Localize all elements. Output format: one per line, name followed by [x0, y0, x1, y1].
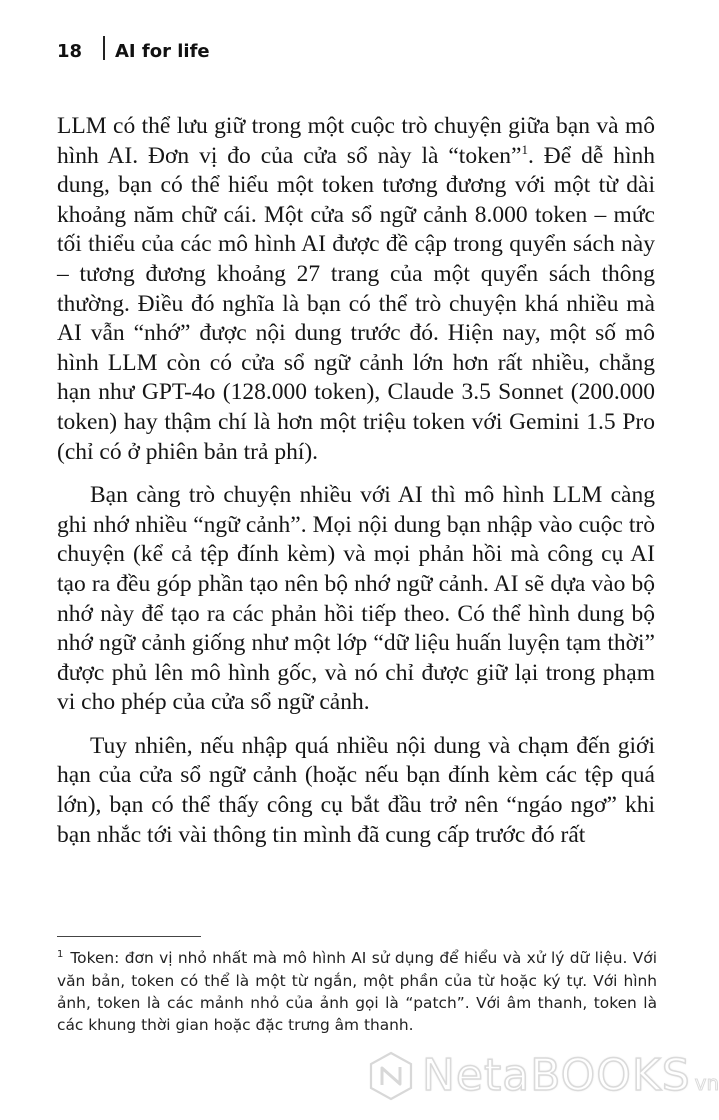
paragraph-1 — [57, 112, 655, 467]
page-number: 18 — [57, 40, 83, 62]
watermark-suffix: vn — [694, 1070, 719, 1095]
paragraph-1-text-a: LLM có thể lưu giữ trong một cuộc trò chuyện giữa bạn và mô hình AI. Đơn vị đo của cửa sổ này là “token” — [57, 113, 655, 169]
running-title: AI for life — [115, 40, 210, 62]
footnote-reference[interactable]: 1 — [521, 141, 528, 157]
footnote-text: Token: đơn vị nhỏ nhất mà mô hình AI sử dụng để hiểu và xử lý dữ liệu. Với văn bản, token có thể là một từ ngắn, một phần của từ hoặc ký tự. Với hình ảnh, token là các mảnh nhỏ của ảnh gọi là “patch”. Với âm thanh, token là các khung thời gian hoặc đặc trưng âm thanh. — [57, 949, 657, 1035]
paragraph-1-text-b: . Để dễ hình dung, bạn có thể hiểu một token tương đương với một từ dài khoảng năm chữ cái. Một cửa sổ ngữ cảnh 8.000 token – mức tối thiểu của các mô hình AI được đề cập trong quyển sách này – tương đương khoảng 27 trang của một quyển sách thông thường. Điều đó nghĩa là bạn có thể trò chuyện khá nhiều mà AI vẫn “nhớ” được nội dung trước đó. Hiện nay, một số mô hình LLM còn có cửa sổ ngữ cảnh lớn hơn rất nhiều, chẳng hạn như GPT-4o (128.000 token), Claude 3.5 Sonnet (200.000 token) hay thậm chí là hơn một triệu token với Gemini 1.5 Pro (chỉ có ở phiên bản trả phí). — [57, 142, 655, 465]
watermark — [368, 1050, 719, 1101]
header-divider — [103, 36, 105, 60]
netabooks-logo-icon — [368, 1051, 414, 1101]
paragraph-2: Bạn càng trò chuyện nhiều với AI thì mô hình LLM càng ghi nhớ nhiều “ngữ cảnh”. Mọi nội dung bạn nhập vào cuộc trò chuyện (kể cả tệp đính kèm) và mọi phản hồi mà công cụ AI tạo ra đều góp phần tạo nên bộ nhớ ngữ cảnh. AI sẽ dựa vào bộ nhớ này để tạo ra các phản hồi tiếp theo. Có thể hình dung bộ nhớ ngữ cảnh giống như một lớp “dữ liệu huấn luyện tạm thời” được phủ lên mô hình gốc, và nó chỉ được giữ lại trong phạm vi cho phép của cửa sổ ngữ cảnh. — [57, 482, 655, 716]
body-text — [57, 112, 655, 850]
paragraph-3: Tuy nhiên, nếu nhập quá nhiều nội dung và chạm đến giới hạn của cửa sổ ngữ cảnh (hoặc nếu bạn đính kèm các tệp quá lớn), bạn có thể thấy công cụ bắt đầu trở nên “ngáo ngơ” khi bạn nhắc tới vài thông tin mình đã cung cấp trước đó rất — [57, 732, 655, 848]
page-header — [57, 36, 210, 66]
footnote-divider — [57, 936, 201, 937]
watermark-brand: NetaBOOKS — [422, 1050, 691, 1101]
footnote-marker: 1 — [57, 949, 64, 960]
footnote — [57, 944, 657, 1037]
